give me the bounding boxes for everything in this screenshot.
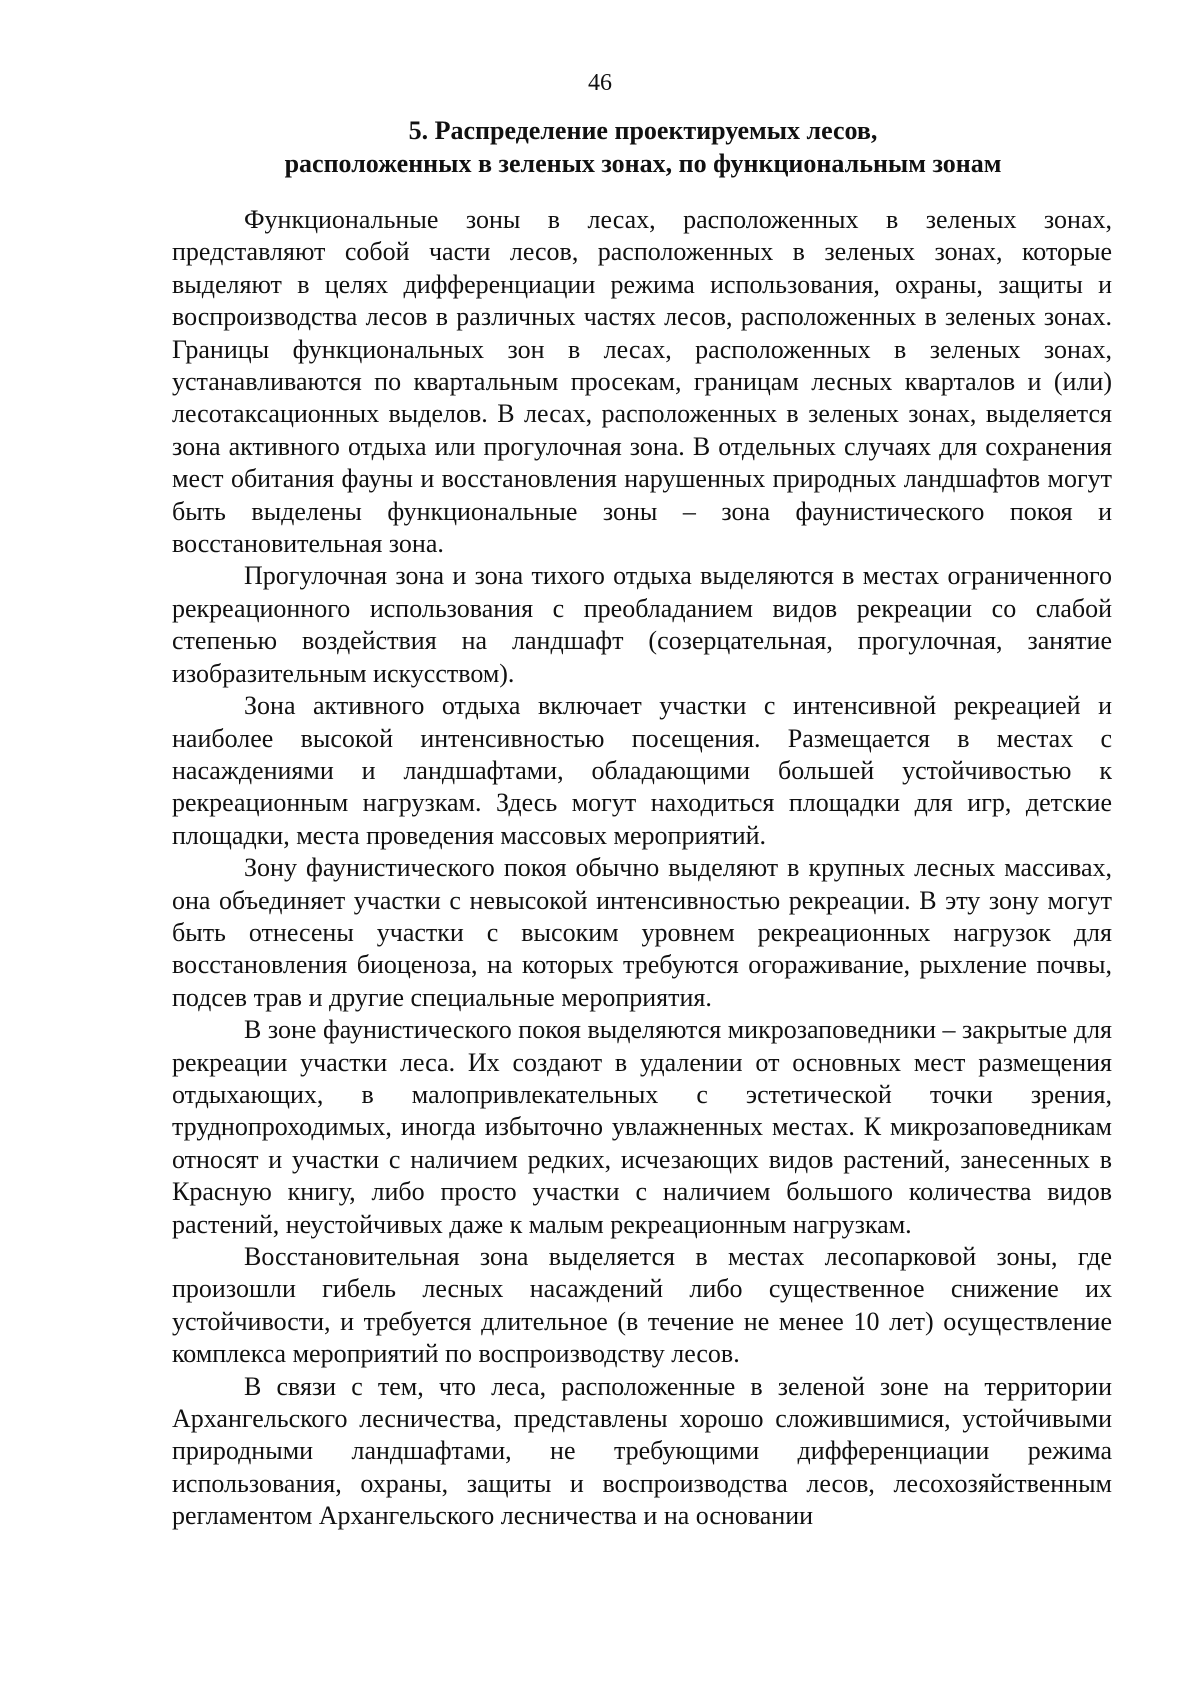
section-heading <box>172 114 1114 180</box>
paragraph-arkhangelsk-forestry: В связи с тем, что леса, расположенные в зеленой зоне на территории Архангельского лесничества, представлены хорошо сложившимися, устойчивыми природными ландшафтами, не требующими дифференциации режима использования, охраны, защиты и воспроизводства лесов, лесохозяйственным регламентом Архангельского лесничества и на основании <box>172 1371 1112 1531</box>
paragraph-faunistic-rest-zone: Зону фаунистического покоя обычно выделяют в крупных лесных массивах, она объединяет участки с невысокой интенсивностью рекреации. В эту зону могут быть отнесены участки с высоким уровнем рекреационных нагрузок для восстановления биоценоза, на которых требуются огораживание, рыхление почвы, подсев трав и другие специальные мероприятия. <box>172 853 1112 1012</box>
section-heading-line-2: расположенных в зеленых зонах, по функциональным зонам <box>284 149 1002 178</box>
section-heading-line-1: 5. Распределение проектируемых лесов, <box>408 116 878 145</box>
paragraph-micro-reserves: В зоне фаунистического покоя выделяются микрозаповедники – закрытые для рекреации участки леса. Их создают в удалении от основных мест размещения отдыхающих, в малопривлекательных с эстетической точки зрения, труднопроходимых, иногда избыточно увлажненных местах. К микрозаповедникам относят и участки с наличием редких, исчезающих видов растений, занесенных в Красную книгу, либо просто участки с наличием большого количества видов растений, неустойчивых даже к малым рекреационным нагрузкам. <box>172 1015 1112 1239</box>
paragraph-functional-zones: Функциональные зоны в лесах, расположенных в зеленых зонах, представляют собой части лесов, расположенных в зеленых зонах, которые выделяют в целях дифференциации режима использования, охраны, защиты и воспроизводства лесов в различных частях лесов, расположенных в зеленых зонах. Границы функциональных зон в лесах, расположенных в зеленых зонах, устанавливаются по квартальным просекам, границам лесных кварталов и (или) лесотаксационных выделов. В лесах, расположенных в зеленых зонах, выделяется зона активного отдыха или прогулочная зона. В отдельных случаях для сохранения мест обитания фауны и восстановления нарушенных природных ландшафтов могут быть выделены функциональные зоны – зона фаунистического покоя и восстановительная зона. <box>172 205 1112 559</box>
paragraph-restoration-zone: Восстановительная зона выделяется в местах лесопарковой зоны, где произошли гибель лесных насаждений либо существенное снижение их устойчивости, и требуется длительное (в течение не менее 10 лет) осуществление комплекса мероприятий по воспроизводству лесов. <box>172 1242 1112 1369</box>
page-number: 46 <box>588 70 612 96</box>
paragraph-walking-zone: Прогулочная зона и зона тихого отдыха выделяются в местах ограниченного рекреационного использования с преобладанием видов рекреации со слабой степенью воздействия на ландшафт (созерцательная, прогулочная, занятие изобразительным искусством). <box>172 561 1112 688</box>
paragraph-active-recreation-zone: Зона активного отдыха включает участки с интенсивной рекреацией и наиболее высокой интенсивностью посещения. Размещается в местах с насаждениями и ландшафтами, обладающими большей устойчивостью к рекреационным нагрузкам. Здесь могут находиться площадки для игр, детские площадки, места проведения массовых мероприятий. <box>172 691 1112 850</box>
body-text <box>172 204 1112 1533</box>
